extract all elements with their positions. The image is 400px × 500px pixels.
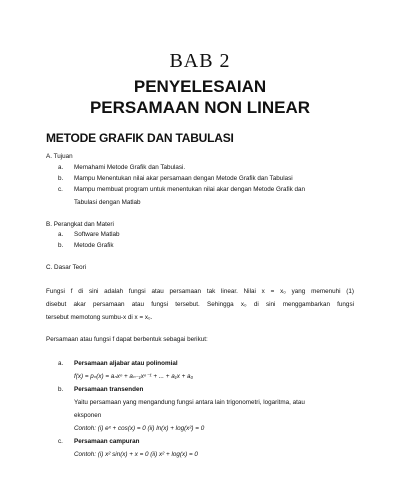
list-item-title: Persamaan aljabar atau polinomial bbox=[74, 359, 178, 367]
list-item bbox=[46, 185, 354, 196]
paragraph-line: tersebut memotong sumbu-x di x = x₀. bbox=[46, 313, 153, 321]
list-item-text: Mampu membuat program untuk menentukan nilai akar dengan Metode Grafik dan bbox=[74, 185, 306, 193]
formula-example: Contoh: (i) x² sin(x) + x = 0 (ii) x² + log(x) = 0 bbox=[74, 450, 198, 458]
spacer bbox=[46, 274, 354, 285]
list-item-title: Persamaan campuran bbox=[74, 437, 140, 445]
list-item bbox=[46, 230, 354, 241]
list-marker: c. bbox=[58, 437, 63, 445]
formula: f(x) = pₙ(x) = aₙxⁿ + aₙ₋₁xⁿ⁻¹ + ... + a₁x + a₀ bbox=[74, 372, 194, 380]
list-marker: b. bbox=[58, 385, 64, 393]
list-marker: a. bbox=[58, 231, 64, 239]
paragraph-line: disebut akar persamaan atau fungsi tersebut. Sehingga x₀ di sini menggambarkan fungsi bbox=[46, 300, 354, 308]
paragraph: Persamaan atau fungsi f dapat berbentuk sebagai berikut: bbox=[46, 335, 208, 343]
spacer bbox=[46, 209, 354, 220]
list-item-text: Software Matlab bbox=[74, 231, 120, 239]
chapter-title bbox=[0, 76, 400, 118]
document-body bbox=[46, 152, 354, 461]
chapter-title-line-2: PERSAMAAN NON LINEAR bbox=[89, 98, 311, 117]
chapter-number: BAB 2 bbox=[169, 50, 231, 72]
spacer bbox=[46, 346, 354, 357]
list-item-title: Persamaan transenden bbox=[74, 385, 144, 393]
list-item bbox=[46, 383, 354, 396]
chapter-title-line-1: PENYELESAIAN bbox=[133, 77, 267, 96]
section-heading: METODE GRAFIK DAN TABULASI bbox=[46, 131, 234, 145]
list-marker: a. bbox=[58, 163, 64, 171]
list-item bbox=[46, 435, 354, 448]
formula-example: Contoh: (i) eˣ + cos(x) = 0 (ii) ln(x) + log(x²) = 0 bbox=[74, 424, 205, 432]
list-marker: b. bbox=[58, 242, 64, 250]
list-item-description: eksponen bbox=[74, 411, 102, 419]
list-marker: a. bbox=[58, 359, 64, 367]
list-item-text: Metode Grafik bbox=[74, 242, 114, 250]
list-item bbox=[46, 357, 354, 370]
list-item bbox=[46, 163, 354, 174]
list-item-continuation: Tabulasi dengan Matlab bbox=[74, 198, 141, 206]
dasar-teori-label: C. Dasar Teori bbox=[46, 264, 87, 272]
paragraph-line: Fungsi f di sini adalah fungsi atau persamaan tak linear. Nilai x = x₀ yang memenuhi (1) bbox=[46, 287, 354, 295]
list-item bbox=[46, 174, 354, 185]
list-item-text: Mampu Menentukan nilai akar persamaan dengan Metode Grafik dan Tabulasi bbox=[74, 174, 293, 182]
list-marker: b. bbox=[58, 174, 64, 182]
spacer bbox=[46, 252, 354, 263]
tujuan-label: A. Tujuan bbox=[46, 153, 73, 160]
list-item-text: Memahami Metode Grafik dan Tabulasi. bbox=[74, 163, 186, 171]
list-item bbox=[46, 241, 354, 252]
list-marker: c. bbox=[58, 185, 63, 193]
perangkat-label: B. Perangkat dan Materi bbox=[46, 220, 114, 228]
spacer bbox=[46, 324, 354, 335]
list-item-description: Yaitu persamaan yang mengandung fungsi antara lain trigonometri, logaritma, atau bbox=[74, 398, 305, 406]
